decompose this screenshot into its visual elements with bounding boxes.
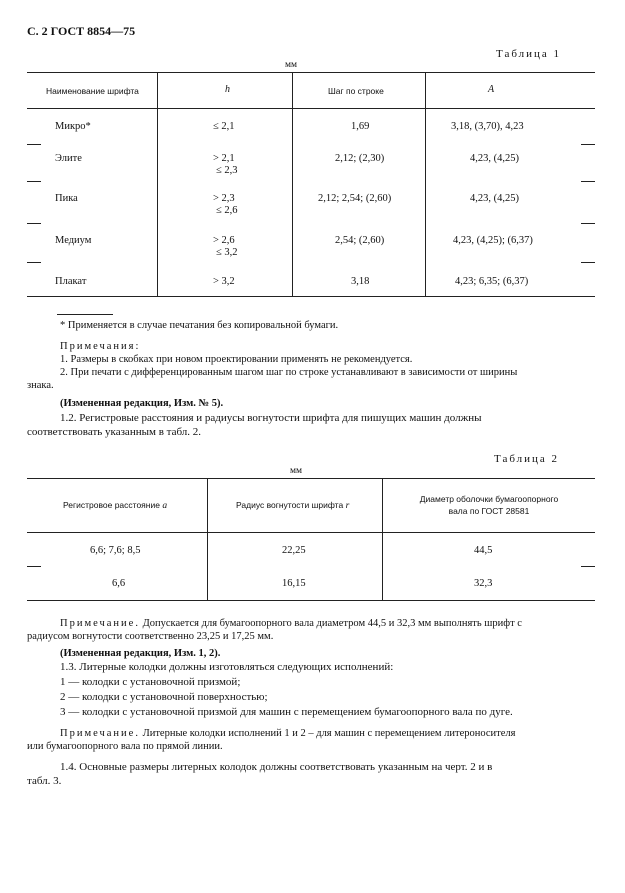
table2-header-radius-symbol: r xyxy=(345,501,350,511)
table2-header-radius xyxy=(236,500,349,511)
table1-row2-h1: > 2,1 xyxy=(213,153,235,164)
table1-row2-a: 4,23, (4,25) xyxy=(470,153,519,164)
note2-line2: или бумагоопорного вала по прямой линии. xyxy=(27,741,223,752)
table2-header-diameter-line2: вала по ГОСТ 28581 xyxy=(448,506,530,516)
table1-caption: Таблица 1 xyxy=(496,48,562,60)
table1-row1-name: Микро* xyxy=(55,121,91,132)
table1-row5-h: > 3,2 xyxy=(213,276,235,287)
table1-header-step: Шаг по строке xyxy=(328,86,384,96)
table2-row1-diameter: 44,5 xyxy=(474,545,493,556)
table2-caption: Таблица 2 xyxy=(494,453,560,465)
table1-row2-step: 2,12; (2,30) xyxy=(335,153,385,164)
table2-note-text: Допускается для бумагоопорного вала диаметром 44,5 и 32,3 мм выполнять шрифт с xyxy=(139,618,522,629)
clause-1-2-line2: соответствовать указанным в табл. 2. xyxy=(27,426,202,438)
table1-header-a: A xyxy=(488,84,495,95)
table1-row4-h2: ≤ 3,2 xyxy=(216,247,238,258)
table2-row2-register: 6,6 xyxy=(112,578,126,589)
amendment-note-2: (Измененная редакция, Изм. 1, 2). xyxy=(60,648,221,659)
clause-1-4-line1: 1.4. Основные размеры литерных колодок должны соответствовать указанным на черт. 2 и в xyxy=(60,761,493,773)
amendment-note-1: (Измененная редакция, Изм. № 5). xyxy=(60,398,224,409)
note2-line1 xyxy=(60,727,515,740)
table2-header-diameter-line1: Диаметр оболочки бумагоопорного xyxy=(419,494,559,504)
clause-1-3-intro: 1.3. Литерные колодки должны изготовляться следующих исполнений: xyxy=(60,661,394,673)
table1-row1-step: 1,69 xyxy=(351,121,370,132)
table1-row3-a: 4,23, (4,25) xyxy=(470,193,519,204)
table1-header-name: Наименование шрифта xyxy=(46,86,139,96)
table2-units: мм xyxy=(290,466,303,476)
table1-note1: 1. Размеры в скобках при новом проектировании применять не рекомендуется. xyxy=(60,354,413,365)
table2-header-register-symbol: a xyxy=(162,501,168,511)
table1-header-h: h xyxy=(225,84,230,95)
table1-row2-name: Элите xyxy=(55,153,82,164)
table1-note2: 2. При печати с дифференцированным шагом шаг по строке устанавливают в зависимости от ширины xyxy=(60,367,518,378)
table2-row1-register: 6,6; 7,6; 8,5 xyxy=(90,545,141,556)
clause-1-2-line1: 1.2. Регистровые расстояния и радиусы вогнутости шрифта для пишущих машин должны xyxy=(60,412,482,424)
table2-header-radius-label: Радиус вогнутости шрифта xyxy=(236,500,344,510)
table1-row3-name: Пика xyxy=(55,193,78,204)
table1-row3-step: 2,12; 2,54; (2,60) xyxy=(318,193,392,204)
table1-note2-cont: знака. xyxy=(27,380,54,391)
table2-note-line1 xyxy=(60,617,522,630)
note2-label: Примечание. xyxy=(60,728,140,739)
table1-row4-name: Медиум xyxy=(55,235,92,246)
table1-row1-h: ≤ 2,1 xyxy=(213,121,235,132)
table1-row4-a: 4,23, (4,25); (6,37) xyxy=(453,235,533,246)
table1-footnote: * Применяется в случае печатания без копировальной бумаги. xyxy=(60,320,339,331)
clause-1-3-item3: 3 — колодки с установочной призмой для машин с перемещением бумагоопорного вала по дуге. xyxy=(60,706,513,718)
table2-header-register xyxy=(63,500,167,511)
page-header: С. 2 ГОСТ 8854—75 xyxy=(27,24,136,38)
table2-row2-radius: 16,15 xyxy=(282,578,306,589)
table1-row4-step: 2,54; (2,60) xyxy=(335,235,385,246)
table2-header-register-label: Регистровое расстояние xyxy=(63,500,160,510)
clause-1-3-item1: 1 — колодки с установочной призмой; xyxy=(60,676,241,688)
table2-note-label: Примечание. xyxy=(60,618,140,629)
table1-row5-step: 3,18 xyxy=(351,276,370,287)
note2-text: Литерные колодки исполнений 1 и 2 – для машин с перемещением литероносителя xyxy=(139,728,516,739)
table1-row3-h2: ≤ 2,6 xyxy=(216,205,238,216)
table1-row3-h1: > 2,3 xyxy=(213,193,235,204)
table1-row5-a: 4,23; 6,35; (6,37) xyxy=(455,276,529,287)
clause-1-4-line2: табл. 3. xyxy=(27,775,62,787)
table1-row2-h2: ≤ 2,3 xyxy=(216,165,238,176)
table1-row4-h1: > 2,6 xyxy=(213,235,235,246)
table2-row1-radius: 22,25 xyxy=(282,545,306,556)
table2-note-line2: радиусом вогнутости соответственно 23,25 и 17,25 мм. xyxy=(27,631,274,642)
table1-notes-title: Примечания: xyxy=(60,341,141,352)
table1-row5-name: Плакат xyxy=(55,276,87,287)
clause-1-3-item2: 2 — колодки с установочной поверхностью; xyxy=(60,691,268,703)
table2-row2-diameter: 32,3 xyxy=(474,578,493,589)
table1-units: мм xyxy=(285,60,298,70)
table1-row1-a: 3,18, (3,70), 4,23 xyxy=(451,121,524,132)
